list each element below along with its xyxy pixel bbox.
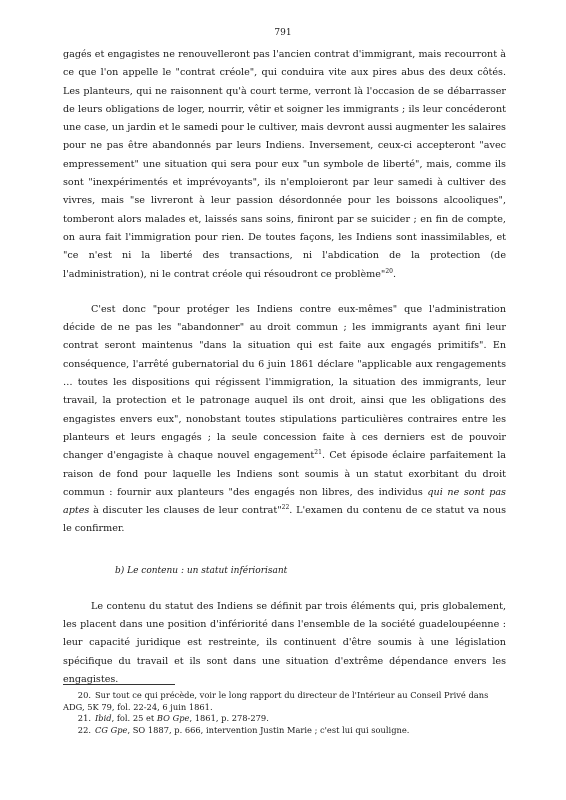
footnote-22-text: , SO 1887, p. 666, intervention Justin Marie ; c'est lui qui souligne. [127,724,410,735]
footnote-21-bo-gpe: BO Gpe [156,713,190,724]
page-number: 791 [274,28,292,38]
footnote-21-ibid: Ibid [95,713,112,724]
paragraph-2-text-c: à discuter les clauses de leur contrat" [89,505,282,517]
paragraph-2-text-b: . Cet épisode éclaire parfaitement la raison de fond pour laquelle les Indiens sont soumis à un statut exorbitant du droit commun : fournir aux planteurs "des engagés non libres, des individus [63,450,506,498]
footnote-20 [63,690,506,702]
footnote-20-text: Sur tout ce qui précède, voir le long rapport du directeur de l'Intérieur au Conseil Privé dans [95,690,489,700]
footnote-22-cg-gpe: CG Gpe [95,724,128,735]
paragraph-3: Le contenu du statut des Indiens se définit par trois éléments qui, pris globalement, les placent dans une position d'infériorité dans l'ensemble de la société guadeloupéenne : leur capacité juridique est restreinte, ils continuent d'être soumis à une législation spécifique du travail et ils sont dans une situation d'extrême dépendance envers les engagistes. [63,600,506,685]
footnote-20-number: 20. [77,690,91,700]
footnote-20-continued: ADG, 5K 79, fol. 22-24, 6 juin 1861. [63,701,213,712]
emphasis-qui-ne-sont-pas-aptes: qui ne sont pas aptes [63,486,506,517]
footnote-ref-20[interactable]: 20 [385,267,393,275]
footnote-21-text-b: , 1861, p. 278-279. [189,713,269,724]
paragraph-2-text-a: C'est donc "pour protéger les Indiens contre eux-mêmes" que l'administration décide de ne pas les "abandonner" au droit commun ; les immigrants ayant fini leur contrat seront maintenus "dans la situation qui est faite aux engagés primitifs". En conséquence, l'arrêté gubernatorial du 6 juin 1861 déclare "applicable aux rengagements … toutes les dispositions qui régissent l'immigration, la situation des immigrants, leur travail, la protection et le patronage auquel ils ont droit, ainsi que les obligations des engagistes envers eux", nonobstant toutes stipulations particulières contraires entre les planteurs et leurs engagés ; la seule concession faite à ces derniers est de pouvoir changer d'engagiste à chaque nouvel engagement [63,303,506,462]
paragraph-1-end: . [392,268,397,280]
body-text [63,46,506,689]
footnote-21 [63,713,506,725]
footnote-21-text-a: , fol. 25 et [111,713,157,724]
paragraph-2 [63,301,506,539]
footnotes [63,690,506,736]
footnote-21-number: 21. [77,713,91,724]
footnote-ref-22[interactable]: 22 [281,503,290,511]
footnote-divider [63,684,175,685]
section-subheading: b) Le contenu : un statut infériorisant [115,565,288,576]
paragraph-1 [63,46,506,284]
paragraph-1-text: gagés et engagistes ne renouvelleront pas l'ancien contrat d'immigrant, mais recourront à ce que l'on appelle le "contrat créole", qui conduira vite aux pires abus des deux côtés. Les planteurs, qui ne raisonnent qu'à court terme, verront là l'occasion de se débarrasser de leurs obligations de loger, nourrir, vêtir et soigner les immigrants ; ils leur concéderont une case, un jardin et le samedi pour le cultiver, mais devront aussi augmenter les salaires pour ne pas être abandonnés par leurs Indiens. Inversement, ceux-ci accepteront "avec empressement" une situation qui sera pour eux "un symbole de liberté", mais, comme ils sont "inexpérimentés et imprévoyants", ils n'emploieront par leur samedi à cultiver des vivres, mais "se livreront à leur passion désordonnée pour les boissons alcooliques", tomberont alors malades et, laissés sans soins, finiront par se suicider ; en fin de compte, on aura fait l'immigration pour rien. De toutes façons, les Indiens sont inassimilables, et "ce n'est ni la liberté des transactions, ni l'abdication de la protection (de l'administration), ni le contrat créole qui résoudront ce problème" [63,49,506,280]
paragraph-2-text-d: . L'examen du contenu de ce statut va nous le confirmer. [63,505,506,535]
footnote-22-number: 22. [77,724,91,735]
footnote-22 [63,725,506,737]
footnote-ref-21[interactable]: 21 [314,449,322,457]
